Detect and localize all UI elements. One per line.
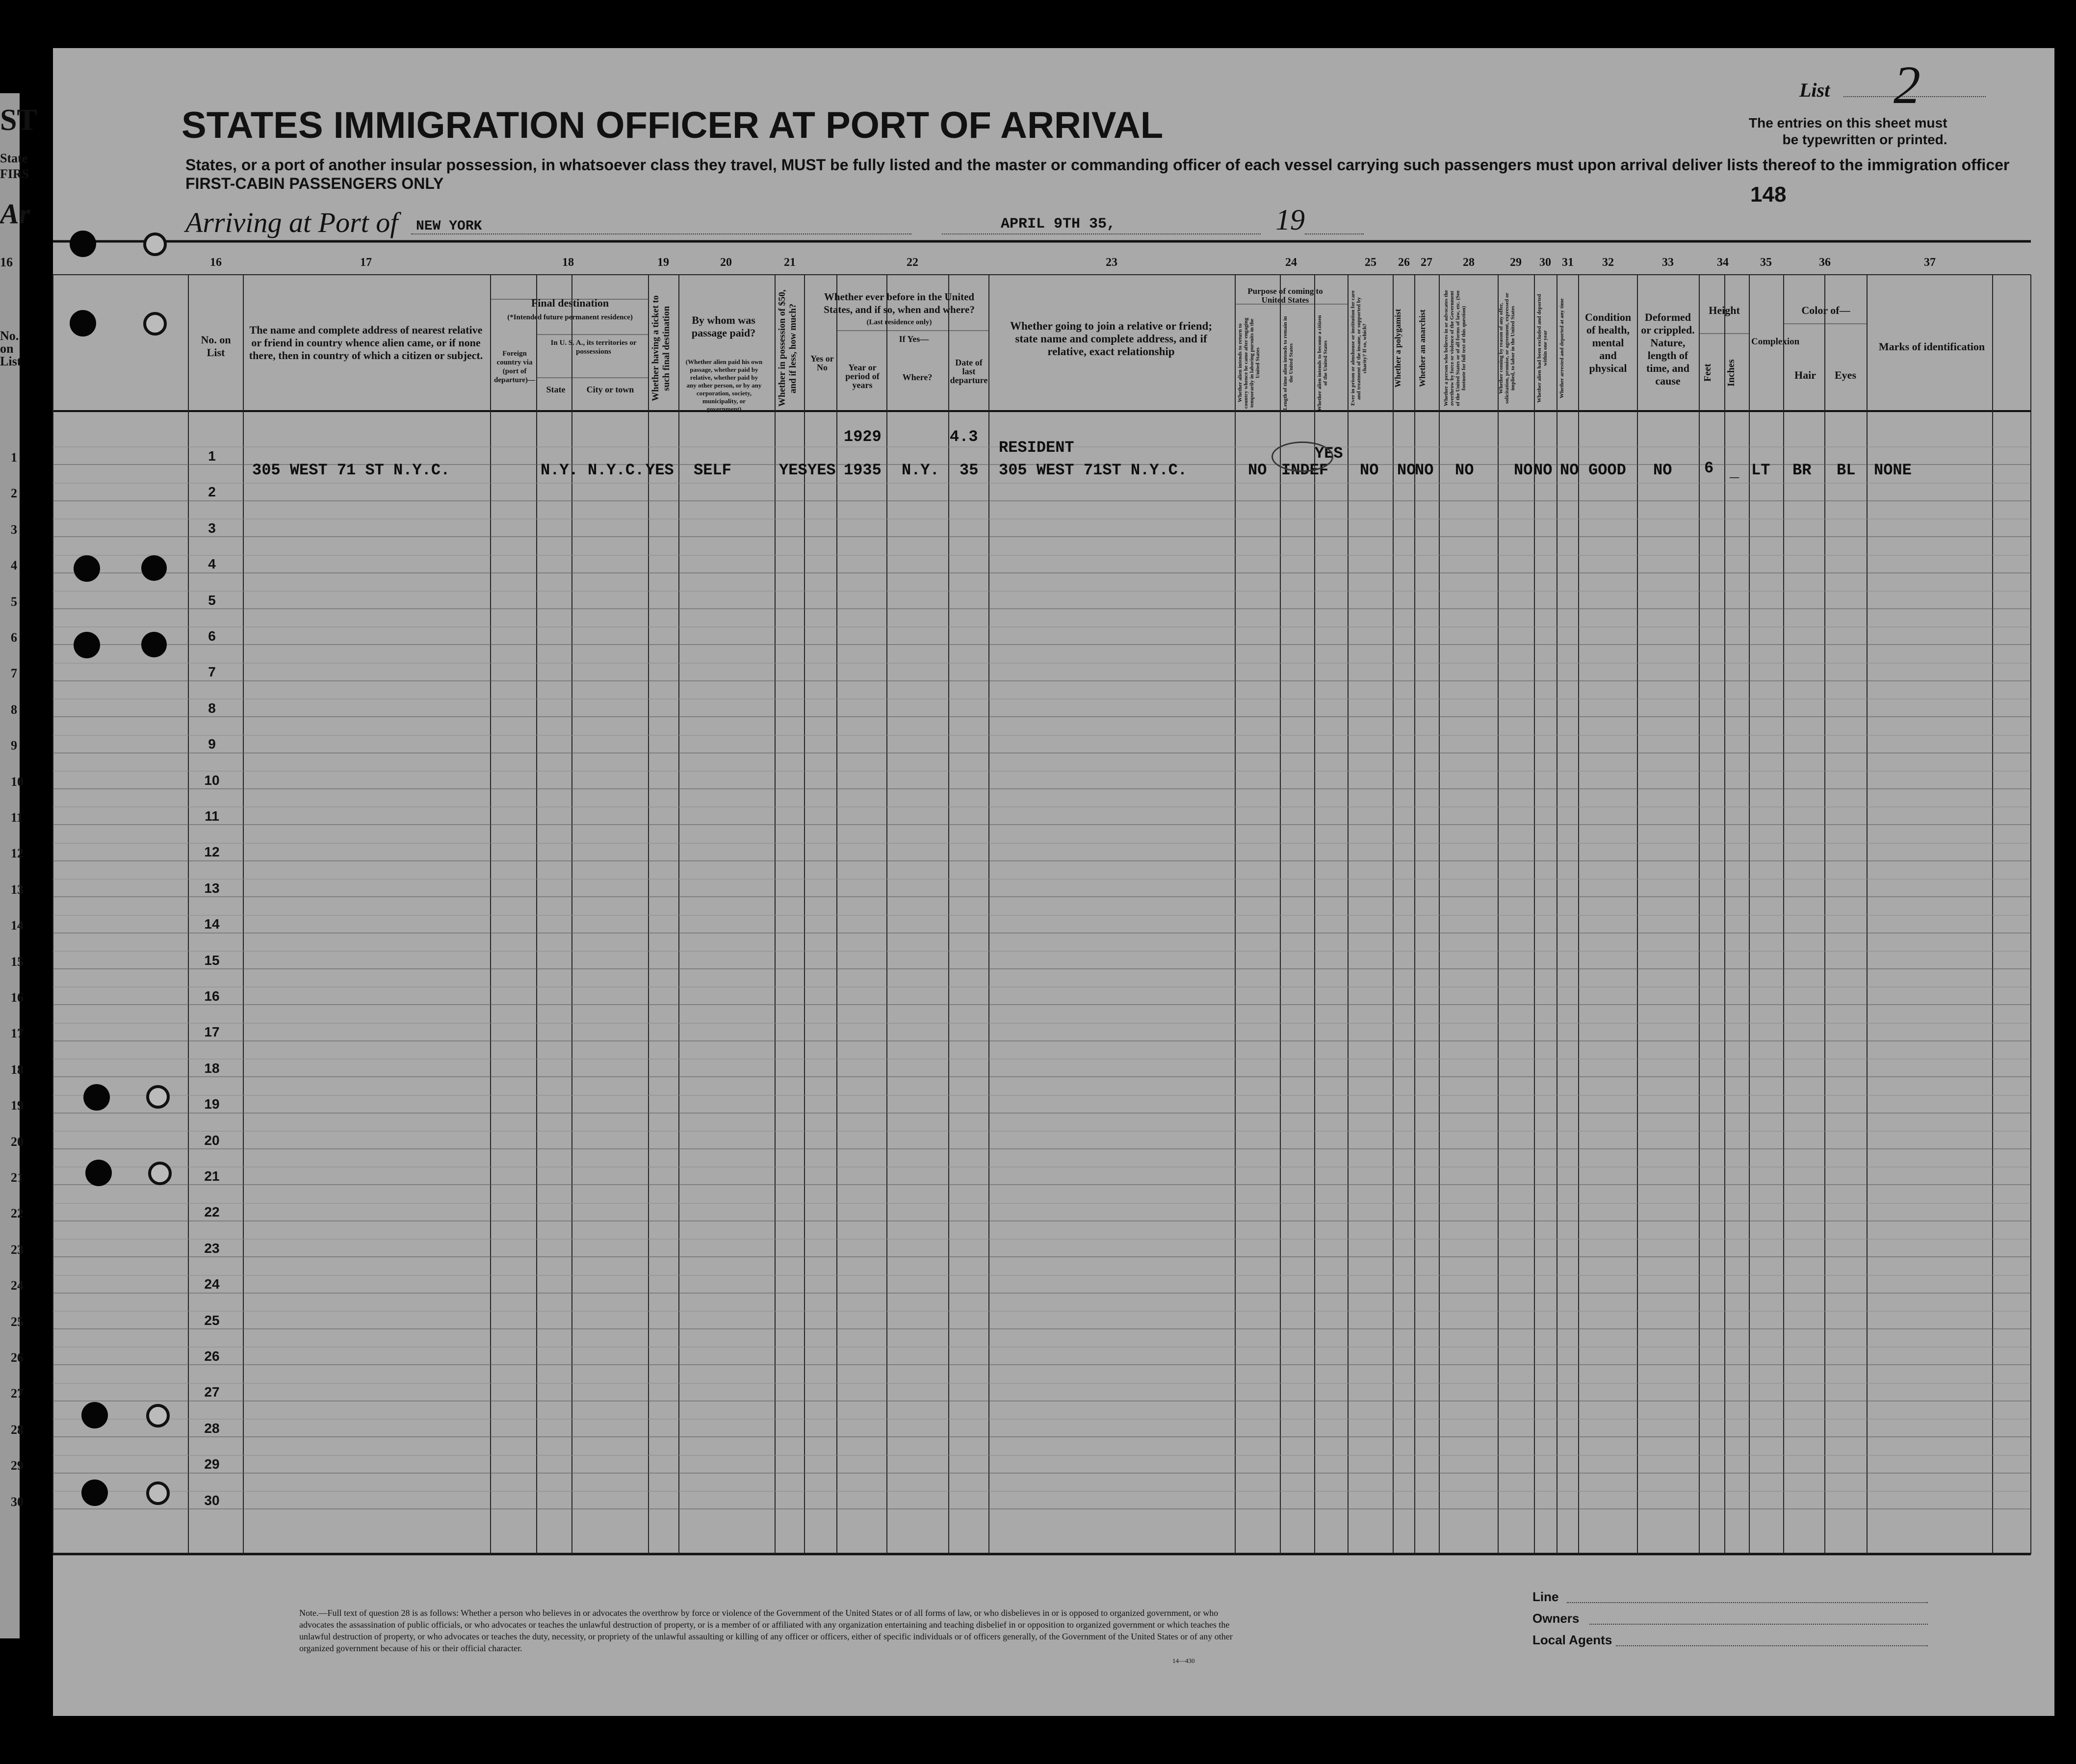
row-number: 13 bbox=[204, 881, 220, 896]
stub-row-number: 17 bbox=[11, 1026, 24, 1040]
entries-note-line: The entries on this sheet must bbox=[1749, 115, 1947, 130]
join-relation: RESIDENT bbox=[999, 439, 1074, 457]
stub-row-number: 5 bbox=[11, 595, 17, 609]
departure-first: 4.3 bbox=[950, 428, 978, 446]
stub-row-number: 1 bbox=[11, 450, 17, 465]
col23-header: Whether going to join a relative or friend; state name and complete address, and if relative, exact relationship bbox=[1010, 320, 1213, 358]
stub-text: State bbox=[0, 151, 28, 165]
row-number: 29 bbox=[204, 1456, 220, 1472]
row-number: 26 bbox=[204, 1349, 220, 1364]
departure-last: 35 bbox=[960, 461, 979, 479]
col24-title: Purpose of coming to United States bbox=[1247, 286, 1323, 305]
row-number: 28 bbox=[204, 1421, 220, 1436]
punch-hole bbox=[141, 555, 167, 581]
column-number: 17 bbox=[360, 256, 372, 269]
col18-foreign: Foreign country via (port of departure)— bbox=[494, 350, 535, 384]
row-number: 22 bbox=[204, 1204, 220, 1219]
punch-hole bbox=[148, 1162, 172, 1185]
page-title: STATES IMMIGRATION OFFICER AT PORT OF ARRIVAL bbox=[182, 104, 1164, 146]
row-number: 27 bbox=[204, 1384, 220, 1400]
stub-row-number: 20 bbox=[11, 1135, 24, 1149]
col36-hair: Hair bbox=[1794, 369, 1816, 381]
where-value: N.Y. bbox=[902, 461, 939, 479]
col22-where: Where? bbox=[902, 372, 933, 382]
stub-row-number: 12 bbox=[11, 846, 24, 860]
stub-text: FIRS bbox=[0, 167, 29, 181]
stub-row-number: 10 bbox=[11, 775, 24, 789]
punch-hole bbox=[146, 1404, 170, 1427]
dest-city: N.Y.C. bbox=[588, 461, 645, 479]
year-last: 1935 bbox=[844, 461, 882, 479]
punch-hole bbox=[70, 231, 96, 257]
stub-row-number: 6 bbox=[11, 630, 17, 645]
col34-feet: Feet bbox=[1702, 363, 1713, 382]
column-number: 22 bbox=[907, 256, 918, 269]
owners-underline bbox=[1589, 1624, 1928, 1625]
column-number: 33 bbox=[1662, 256, 1674, 269]
stub-row-number: 9 bbox=[11, 738, 17, 752]
possession-50: YES bbox=[779, 461, 807, 479]
list-number: 2 bbox=[1894, 55, 1920, 115]
stub-row-number: 22 bbox=[11, 1206, 24, 1220]
entries-note-line: be typewritten or printed. bbox=[1782, 132, 1947, 147]
owners-label: Owners bbox=[1532, 1611, 1580, 1626]
col22-year: Year or period of years bbox=[845, 363, 880, 390]
stub-row-number: 29 bbox=[11, 1458, 24, 1473]
row-number: 21 bbox=[204, 1168, 220, 1184]
entries-note bbox=[1749, 115, 1947, 148]
passage-paid-by: SELF bbox=[694, 461, 731, 479]
row-number: 7 bbox=[208, 664, 216, 679]
column-number: 29 bbox=[1510, 256, 1522, 269]
column-number: 37 bbox=[1924, 256, 1936, 269]
punch-hole bbox=[81, 1479, 108, 1506]
local-agents-label: Local Agents bbox=[1532, 1633, 1612, 1647]
punch-hole bbox=[146, 1481, 170, 1505]
hair-value: BR bbox=[1792, 461, 1812, 479]
row-number: 3 bbox=[208, 520, 216, 536]
row-number: 24 bbox=[204, 1276, 220, 1292]
form-code: 14—430 bbox=[1172, 1657, 1195, 1664]
anarchist-value: NO bbox=[1415, 461, 1434, 479]
row-number: 8 bbox=[208, 700, 216, 716]
stub-row-number: 15 bbox=[11, 955, 24, 969]
column-number: 26 bbox=[1398, 256, 1410, 269]
year-underline bbox=[1305, 233, 1364, 234]
citizen-intent: YES bbox=[1315, 444, 1343, 463]
return-value: NO bbox=[1248, 461, 1267, 479]
col34-header: Height bbox=[1709, 304, 1740, 316]
date-value: APRIL 9TH 35, bbox=[1001, 216, 1116, 233]
col32-header: Condition of health, mental and physical bbox=[1584, 311, 1632, 374]
column-number: 20 bbox=[720, 256, 732, 269]
q28-value: NO bbox=[1455, 461, 1474, 479]
subtitle-line: States, or a port of another insular possession, in whatsoever class they travel, MUST be fully listed and the master or commanding officer of each vessel carrying such passengers must upon arrival deliver lists thereof to the immigration officer bbox=[185, 156, 2010, 174]
row-number: 4 bbox=[208, 556, 216, 571]
row-number: 5 bbox=[208, 593, 216, 608]
stub-row-number: 27 bbox=[11, 1386, 24, 1401]
column-number: 36 bbox=[1819, 256, 1831, 269]
stub-text: No. bbox=[0, 329, 19, 343]
row-number: 19 bbox=[204, 1096, 220, 1112]
row-number: 18 bbox=[204, 1061, 220, 1076]
col22-ifyes: If Yes— bbox=[899, 334, 929, 344]
sheet-number: 148 bbox=[1750, 182, 1787, 207]
row-number: 10 bbox=[204, 773, 220, 788]
col37-header: Marks of identification bbox=[1878, 340, 1985, 353]
handwritten-scribble bbox=[1272, 441, 1333, 472]
deformed-value: NO bbox=[1653, 461, 1672, 479]
q29-value: NO bbox=[1514, 461, 1533, 479]
stub-row-number: 23 bbox=[11, 1243, 24, 1257]
row-number: 14 bbox=[204, 916, 220, 932]
column-number: 18 bbox=[562, 256, 574, 269]
stub-row-number: 7 bbox=[11, 666, 17, 680]
stub-row-number: 28 bbox=[11, 1423, 24, 1437]
col34-inches: Inches bbox=[1726, 359, 1737, 387]
stub-row-number: 4 bbox=[11, 558, 17, 572]
column-number: 23 bbox=[1106, 256, 1117, 269]
col22-date: Date of last departure bbox=[950, 358, 988, 385]
stub-row-number: 16 bbox=[11, 990, 24, 1005]
col18-usa: In U. S. A., its territories or possessions bbox=[550, 339, 637, 356]
arriving-label: Arriving at Port of bbox=[185, 207, 398, 238]
punch-hole bbox=[81, 1402, 108, 1428]
q30-value: NO bbox=[1533, 461, 1553, 479]
punch-hole bbox=[70, 310, 96, 337]
col16-header: No. on List bbox=[201, 334, 231, 359]
stub-text: on bbox=[0, 341, 14, 356]
column-number: 28 bbox=[1463, 256, 1475, 269]
column-number: 21 bbox=[784, 256, 796, 269]
col20-header: By whom was passage paid? bbox=[691, 314, 756, 339]
stub-row-number: 11 bbox=[11, 810, 23, 825]
col27-header: Whether an anarchist bbox=[1418, 309, 1427, 388]
col31-header: Whether arrested and deported at any time bbox=[1559, 298, 1565, 398]
punch-hole bbox=[83, 1084, 110, 1111]
column-number: 30 bbox=[1539, 256, 1551, 269]
year-first: 1929 bbox=[844, 428, 882, 446]
col22-yesno: Yes or No bbox=[810, 354, 834, 372]
col30-header: Whether alien had been excluded and deported within one year bbox=[1536, 294, 1548, 403]
column-number: 27 bbox=[1421, 256, 1432, 269]
column-number: 35 bbox=[1760, 256, 1772, 269]
footnote-q28: Note.—Full text of question 28 is as follows: Whether a person who believes in or advocates the overthrow by force or violence of the Government of the United States or of all forms of law, or who disbelieves in or is opposed to organized government, or who advocates the assassination of public officials, or who advocates or teaches the unlawful destruction of property, or is a member of or affiliated with any organization entertaining and teaching disbelief in or opposition to organized government or which teaches the unlawful destruction of property, or who advocates or teaches the duty, necessity, or propriety of the unlawful assaulting or killing of any officer or officers, either of specific individuals or of officers generally, of the Government of the United States or of any other organized government because of his or their official character. bbox=[299, 1608, 1233, 1653]
row-number: 16 bbox=[204, 988, 220, 1004]
col19-header: Whether having a ticket to such final destination bbox=[650, 295, 672, 402]
row-number: 17 bbox=[204, 1024, 220, 1039]
marks-value: NONE bbox=[1874, 461, 1912, 479]
col25-header: Ever in prison or almshouse or institution for care and treatment of the insane, or supported by charity? If so, which? bbox=[1350, 290, 1368, 406]
stub-row-number: 26 bbox=[11, 1350, 24, 1365]
stub-text: Ar bbox=[0, 198, 30, 230]
col29-header: Whether coming by reason of any offer, solicitation, promise, or agreement, expressed or implied, to labor in the United States bbox=[1498, 292, 1516, 404]
cabin-class-label: FIRST-CABIN PASSENGERS ONLY bbox=[185, 175, 444, 192]
stub-row-number: 8 bbox=[11, 702, 17, 717]
dest-state: N.Y. bbox=[541, 461, 578, 479]
punch-hole bbox=[143, 233, 167, 256]
stub-row-number: 13 bbox=[11, 882, 24, 897]
port-value: NEW YORK bbox=[416, 219, 482, 234]
height-feet: 6 bbox=[1704, 459, 1714, 477]
stub-row-number: 24 bbox=[11, 1278, 24, 1293]
ever-before: YES bbox=[807, 461, 836, 479]
col26-header: Whether a polygamist bbox=[1393, 309, 1402, 388]
column-number: 19 bbox=[657, 256, 669, 269]
row-number: 20 bbox=[204, 1133, 220, 1148]
year-prefix: 19 bbox=[1275, 204, 1305, 236]
complexion-value: LT bbox=[1751, 461, 1770, 479]
punch-hole bbox=[141, 632, 167, 657]
col36-header: Color of— bbox=[1801, 304, 1850, 316]
row-number: 11 bbox=[205, 808, 219, 824]
col35-header: Complexion bbox=[1751, 337, 1800, 347]
polygamist-value: NO bbox=[1397, 461, 1416, 479]
row-number: 25 bbox=[204, 1313, 220, 1328]
stub-row-number: 25 bbox=[11, 1315, 24, 1329]
column-number: 24 bbox=[1285, 256, 1297, 269]
punch-hole bbox=[146, 1085, 170, 1109]
length-of-stay: INDEF bbox=[1281, 461, 1329, 479]
stub-text: List bbox=[0, 354, 22, 368]
column-number: 31 bbox=[1562, 256, 1574, 269]
col17-header: The name and complete address of nearest relative or friend in country whence alien came, or if none there, then in country of which a citizen or subject. bbox=[249, 324, 483, 362]
row-number: 2 bbox=[208, 484, 216, 499]
punch-hole bbox=[74, 555, 100, 582]
column-number: 34 bbox=[1717, 256, 1729, 269]
punch-hole bbox=[85, 1160, 112, 1186]
col24-return: Whether alien intends to return to country whence he came after engaging temporarily in laboring pursuits in the United States bbox=[1237, 317, 1261, 409]
col36-eyes: Eyes bbox=[1835, 369, 1856, 381]
stub-row-number: 3 bbox=[11, 522, 17, 537]
stub-text: ST bbox=[0, 104, 37, 137]
column-number: 25 bbox=[1365, 256, 1376, 269]
col22-note: (Last residence only) bbox=[866, 318, 932, 326]
row-number: 9 bbox=[208, 736, 216, 752]
agents-underline bbox=[1616, 1645, 1928, 1646]
line-underline bbox=[1567, 1602, 1928, 1603]
row-number: 6 bbox=[208, 628, 216, 644]
stub-row-number: 2 bbox=[11, 486, 17, 500]
height-inches: _ bbox=[1730, 463, 1739, 481]
row-number: 12 bbox=[204, 844, 220, 859]
stub-row-number: 19 bbox=[11, 1098, 24, 1113]
row-number: 1 bbox=[208, 448, 216, 464]
row-number: 15 bbox=[204, 953, 220, 968]
col24-citizen: Whether alien intends to become a citizen of the United States bbox=[1317, 315, 1328, 411]
row-number: 23 bbox=[204, 1241, 220, 1256]
stub-row-number: 14 bbox=[11, 918, 24, 933]
relative-address: 305 WEST 71 ST N.Y.C. bbox=[252, 461, 450, 479]
stub-text: 16 bbox=[0, 255, 13, 269]
line-label: Line bbox=[1532, 1589, 1559, 1604]
col28-header: Whether a person who believes in or advocates the overthrow by force or violence of the Government of the United States or of all forms of law, etc. (See footnote for full text of this question) bbox=[1443, 290, 1467, 407]
col20-note: (Whether alien paid his own passage, whether paid by relative, whether paid by any other person, or by any corporation, society, municipality, or government) bbox=[685, 358, 763, 413]
stub-row-number: 18 bbox=[11, 1063, 24, 1077]
col21-header: Whether in possession of $50, and if less, how much? bbox=[777, 289, 798, 407]
row-number: 30 bbox=[204, 1493, 220, 1508]
col18-state: State bbox=[546, 385, 566, 394]
eyes-value: BL bbox=[1837, 461, 1856, 479]
col33-header: Deformed or crippled. Nature, length of time, and cause bbox=[1641, 311, 1695, 387]
ticket-value: YES bbox=[646, 461, 674, 479]
punch-hole bbox=[143, 312, 167, 336]
join-address: 305 WEST 71ST N.Y.C. bbox=[999, 461, 1188, 479]
list-label: List bbox=[1799, 79, 1830, 101]
column-number: 32 bbox=[1602, 256, 1614, 269]
q31-value: NO bbox=[1560, 461, 1579, 479]
col22-header: Whether ever before in the United States, and if so, when and where? bbox=[824, 291, 975, 315]
stub-row-number: 30 bbox=[11, 1495, 24, 1509]
port-underline bbox=[411, 233, 911, 234]
punch-hole bbox=[74, 632, 100, 658]
health-value: GOOD bbox=[1588, 461, 1626, 479]
col24-length: Length of time alien intends to remain in the United States bbox=[1282, 316, 1294, 410]
date-underline bbox=[942, 233, 1261, 234]
col18-city: City or town bbox=[586, 385, 634, 394]
stub-row-number: 21 bbox=[11, 1170, 24, 1185]
prison-value: NO bbox=[1360, 461, 1379, 479]
col18-title: Final destination bbox=[531, 297, 609, 309]
col18-note: (*Intended future permanent residence) bbox=[507, 313, 633, 321]
column-number: 16 bbox=[210, 256, 222, 269]
